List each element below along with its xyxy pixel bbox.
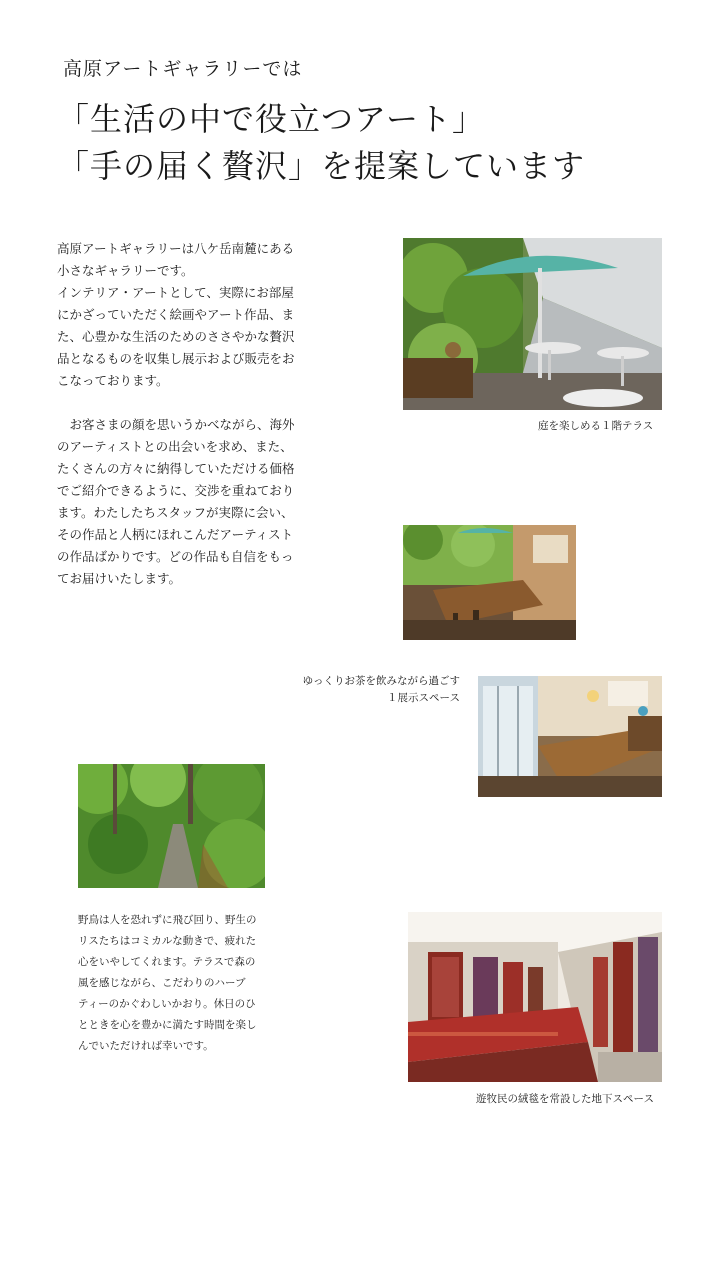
body-line: その作品と人柄にほれこんだアーティスト (57, 527, 294, 542)
body-line: たくさんの方々に納得していただける価格 (57, 461, 295, 476)
terrace-photo (403, 238, 662, 410)
intro-text: 高原アートギャラリーでは (63, 58, 303, 80)
body-line: でご紹介できるように、交渉を重ねており (57, 483, 295, 498)
dining-room-photo (403, 525, 576, 640)
body-line: 小さなギャラリーです。 (57, 263, 194, 278)
body-line: こなっております。 (57, 373, 169, 388)
body-line: ます。わたしたちスタッフが実際に会い、 (57, 505, 294, 520)
nature-line: 野鳥は人を恐れずに飛び回り、野生の (78, 914, 257, 926)
headline-line-1: 「生活の中で役立つアート」 (57, 100, 486, 138)
nature-line: 心をいやしてくれます。テラスで森の (78, 956, 256, 968)
body-line: 高原アートギャラリーは八ケ岳南麓にある (57, 241, 295, 256)
nature-line: ティーのかぐわしいかおり。休日のひ (78, 998, 256, 1010)
body-line: にかざっていただく絵画やアート作品、ま (57, 307, 295, 322)
terrace-caption: 庭を楽しめる１階テラス (538, 420, 654, 432)
nature-description (78, 910, 270, 1057)
nature-line: 風を感じながら、こだわりのハーブ (78, 977, 246, 989)
body-line: 品となるものを収集し展示および販売をお (57, 351, 295, 366)
nature-line: とときを心を豊かに満たす時間を楽し (78, 1019, 257, 1031)
basement-caption: 遊牧民の絨毯を常設した地下スペース (476, 1093, 654, 1105)
body-line: インテリア・アートとして、実際にお部屋 (57, 285, 294, 300)
exhibit-caption-line: １展示スペース (387, 692, 460, 704)
gallery-description (57, 238, 309, 590)
nature-line: リスたちはコミカルな動きで、疲れた (78, 935, 257, 947)
body-line: た、心豊かな生活のためのささやかな贅沢 (57, 329, 295, 344)
exhibit-caption-line: ゆっくりお茶を飲みながら過ごす (302, 675, 460, 687)
body-line: てお届けいたします。 (57, 571, 182, 586)
carpet-room-photo (408, 912, 662, 1082)
body-line: の作品ばかりです。どの作品も自信をもっ (57, 549, 294, 564)
exhibit-space-photo (478, 676, 662, 797)
nature-line: んでいただければ幸いです。 (78, 1040, 214, 1052)
body-line: お客さまの顔を思いうかべながら、海外 (57, 417, 295, 432)
headline-line-2: 「手の届く贅沢」を提案しています (57, 147, 586, 185)
exhibit-caption (296, 673, 460, 707)
forest-path-photo (78, 764, 265, 888)
body-line: のアーティストとの出会いを求め、また、 (57, 439, 293, 454)
